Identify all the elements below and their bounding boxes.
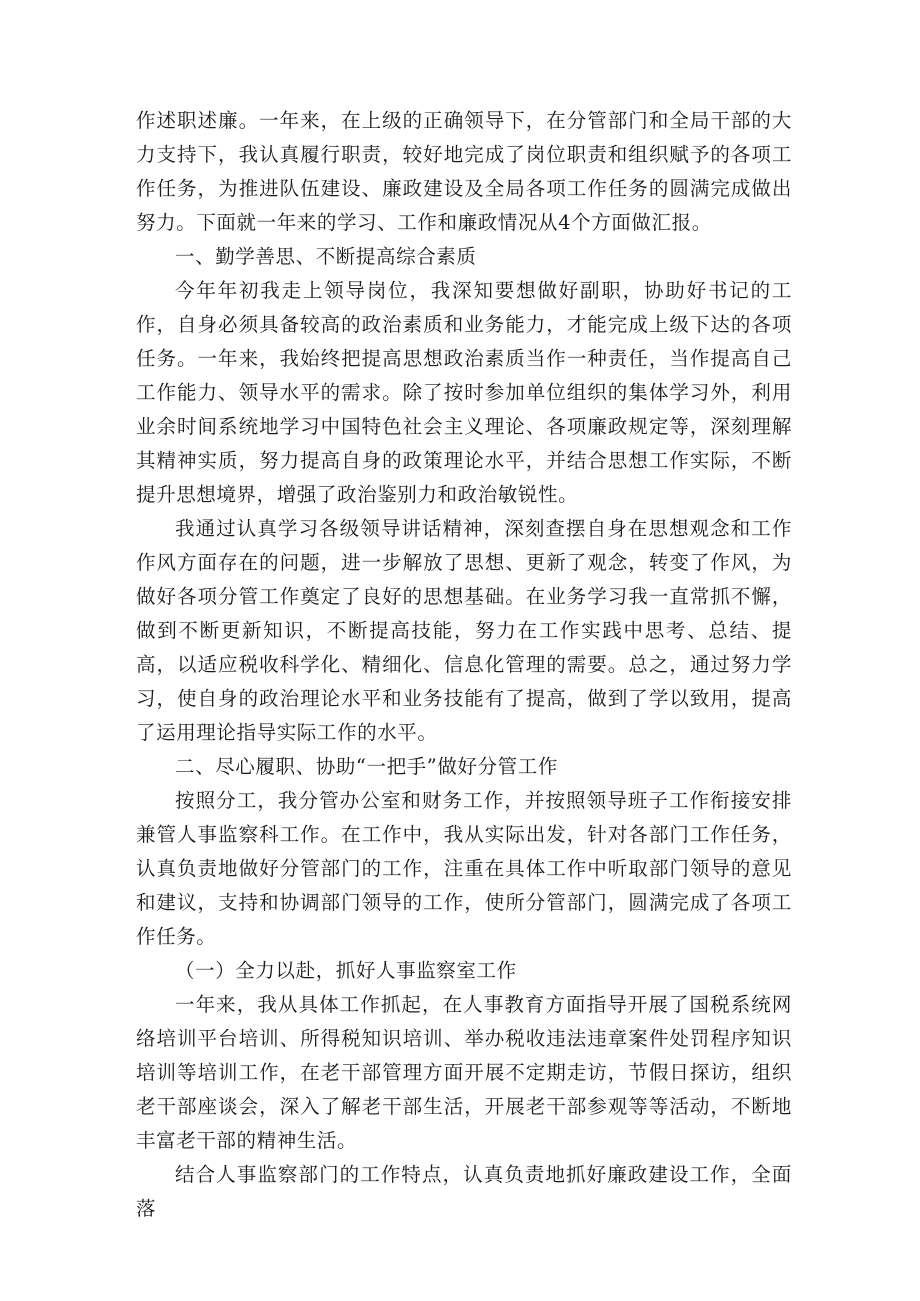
body-paragraph: 按照分工，我分管办公室和财务工作，并按照领导班子工作衔接安排兼管人事监察科工作。在工作中，我从实际出发，针对各部门工作任务，认真负责地做好分管部门的工作，注重在具体工作中听取部门领导的意见和建议，支持和协调部门领导的工作，使所分管部门，圆满完成了各项工作任务。: [136, 789, 792, 948]
section-heading-1: 一、勤学善思、不断提高综合素质: [175, 245, 477, 268]
subsection-heading-1: （一）全力以赴，抓好人事监察室工作: [175, 959, 517, 982]
body-paragraph: 我通过认真学习各级领导讲话精神，深刻查摆自身在思想观念和工作作风方面存在的问题，进一步解放了思想、更新了观念，转变了作风，为做好各项分管工作奠定了良好的思想基础。在业务学习我一直常抓不懈，做到不断更新知识，不断提高技能，努力在工作实践中思考、总结、提高，以适应税收科学化、精细化、信息化管理的需要。总之，通过努力学习，使自身的政治理论水平和业务技能有了提高，做到了学以致用，提高了运用理论指导实际工作的水平。: [136, 517, 792, 744]
body-paragraph: 今年年初我走上领导岗位，我深知要想做好副职，协助好书记的工作，自身必须具备较高的政治素质和业务能力，才能完成上级下达的各项任务。一年来，我始终把提高思想政治素质当作一种责任，当作提高自己工作能力、领导水平的需求。除了按时参加单位组织的集体学习外，利用业余时间系统地学习中国特色社会主义理论、各项廉政规定等，深刻理解其精神实质，努力提高自身的政策理论水平，并结合思想工作实际，不断提升思想境界，增强了政治鉴别力和政治敏锐性。: [136, 279, 792, 506]
intro-paragraph: 作述职述廉。一年来，在上级的正确领导下，在分管部门和全局干部的大力支持下，我认真履行职责，较好地完成了岗位职责和组织赋予的各项工作任务，为推进队伍建设、廉政建设及全局各项工作任务的圆满完成做出努力。下面就一年来的学习、工作和廉政情况从4个方面做汇报。: [136, 109, 792, 234]
body-paragraph: 一年来，我从具体工作抓起，在人事教育方面指导开展了国税系统网络培训平台培训、所得税知识培训、举办税收违法违章案件处罚程序知识培训等培训工作，在老干部管理方面开展不定期走访，节假日探访，组织老干部座谈会，深入了解老干部生活，开展老干部参观等等活动，不断地丰富老干部的精神生活。: [136, 993, 792, 1152]
section-heading-2: 二、尽心履职、协助“一把手”做好分管工作: [175, 755, 558, 778]
document-page: [136, 104, 792, 1226]
body-paragraph: 结合人事监察部门的工作特点，认真负责地抓好廉政建设工作，全面落: [136, 1163, 792, 1220]
